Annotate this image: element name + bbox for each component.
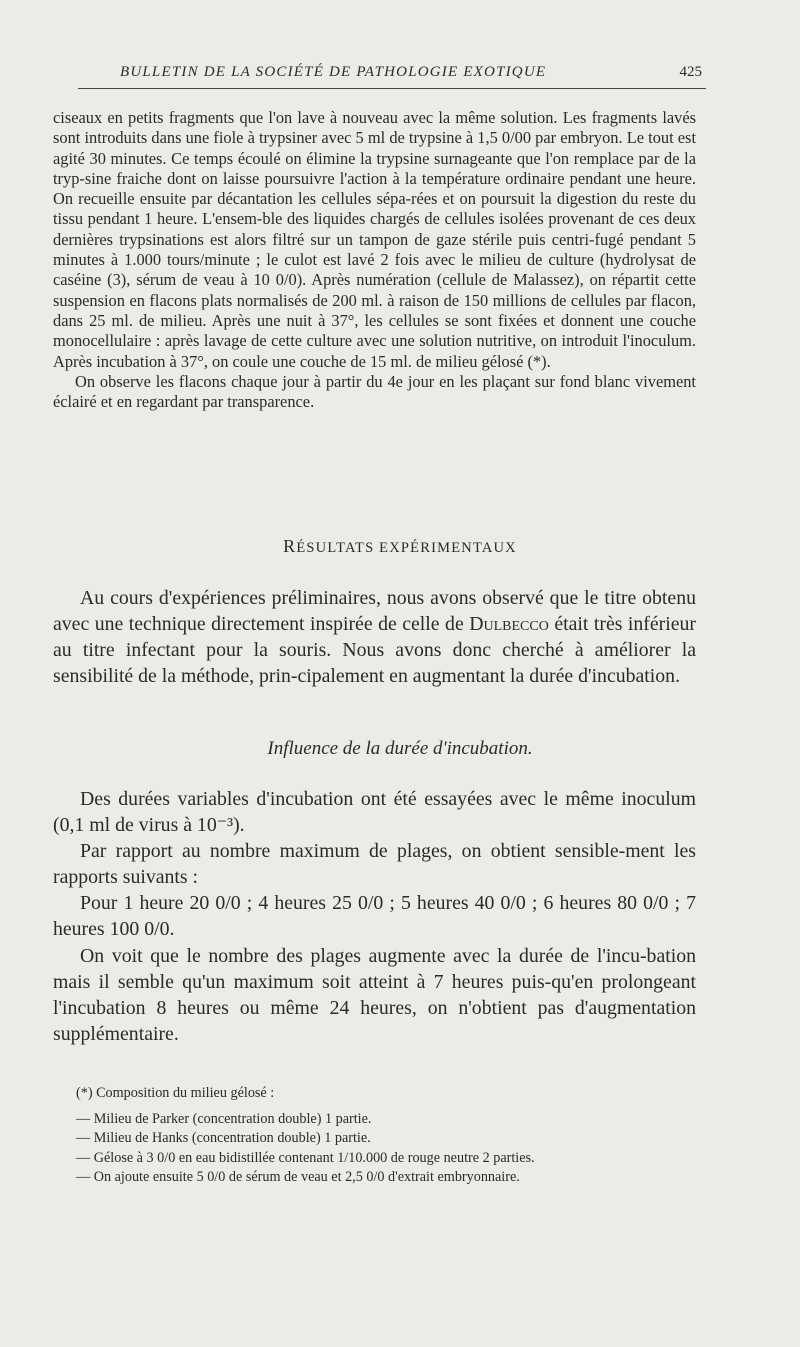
results-text-before: Au cours d'expériences préliminaires, nous avons observé que le titre obtenu avec une technique directement inspirée de celle de [53, 587, 696, 636]
footnote-lead: (*) Composition du milieu gélosé : [76, 1085, 275, 1101]
footnote-item: — Milieu de Hanks (concentration double) 1 partie. [76, 1130, 371, 1147]
footnote-item: — On ajoute ensuite 5 0/0 de sérum de veau et 2,5 0/0 d'extrait embryonnaire. [76, 1169, 520, 1186]
results-paragraph [53, 585, 696, 689]
author-name: Dulbecco [469, 613, 549, 636]
body-paragraph: Des durées variables d'incubation ont été essayées avec le même inoculum (0,1 ml de virus à 10⁻³). [53, 788, 696, 837]
incubation-section [53, 786, 696, 1047]
methods-continuation [53, 108, 696, 412]
section-heading-rest: ÉSULTATS EXPÉRIMENTAUX [296, 540, 517, 556]
footnote [76, 1084, 706, 1188]
page-number: 425 [679, 64, 702, 80]
footnote-item: — Gélose à 3 0/0 en eau bidistillée contenant 1/10.000 de rouge neutre 2 parties. [76, 1149, 535, 1166]
body-paragraph: Pour 1 heure 20 0/0 ; 4 heures 25 0/0 ; 5 heures 40 0/0 ; 6 heures 80 0/0 ; 7 heures 100 0/0. [53, 892, 696, 941]
methods-paragraph: ciseaux en petits fragments que l'on lave à nouveau avec la même solution. Les fragments lavés sont introduits dans une fiole à trypsiner avec 5 ml de trypsine à 1,5 0/00 par embryon. Le tout est agité 30 minutes. Ce temps écoulé on élimine la trypsine surnageante que l'on remplace par de la tryp-sine fraiche dont on laisse poursuivre l'action à la température ordinaire pendant une heure. On recueille ensuite par décantation les cellules sépa-rées et on poursuit la digestion du reste du tissu pendant 1 heure. L'ensem-ble des liquides chargés de cellules isolées provenant de ces deux dernières trypsinations est alors filtré sur un tampon de gaze stérile puis centri-fugé pendant 5 minutes à 1.000 tours/minute ; le culot est lavé 2 fois avec le milieu de culture (hydrolysat de caséine (3), sérum de veau à 10 0/0). Après numération (cellule de Malassez), on répartit cette suspension en flacons plats normalisés de 200 ml. à raison de 150 millions de cellules par flacon, dans 25 ml. de milieu. Après une nuit à 37°, les cellules se sont fixées et donnent une couche monocellulaire : après lavage de cette culture avec une solution nutritive, on introduit l'inoculum. Après incubation à 37°, on coule une couche de 15 ml. de milieu gélosé (*). [53, 108, 696, 371]
body-paragraph: Par rapport au nombre maximum de plages, on obtient sensible-ment les rapports suivants : [53, 840, 696, 889]
footnote-item: — Milieu de Parker (concentration double) 1 partie. [76, 1110, 372, 1127]
subsection-heading: Influence de la durée d'incubation. [267, 738, 533, 759]
results-intro [53, 585, 696, 689]
observation-paragraph: On observe les flacons chaque jour à partir du 4e jour en les plaçant sur fond blanc vivement éclairé et en regardant par transparence. [53, 371, 696, 412]
body-paragraph: On voit que le nombre des plages augmente avec la durée de l'incu-bation mais il semble qu'un maximum soit atteint à 7 heures puis-qu'en prolongeant l'incubation 8 heures ou même 24 heures, on n'obtient pas d'augmentation supplémentaire. [53, 944, 696, 1045]
section-heading [0, 536, 800, 557]
running-header [78, 64, 706, 89]
results-text-after: était très inférieur au titre infectant pour la souris. Nous avons donc cherché à améliorer la sensibilité de la méthode, prin-cipalement en augmentant la durée d'incubation. [53, 613, 696, 688]
journal-title: BULLETIN DE LA SOCIÉTÉ DE PATHOLOGIE EXOTIQUE [120, 64, 547, 80]
section-heading-initial: R [283, 536, 297, 556]
